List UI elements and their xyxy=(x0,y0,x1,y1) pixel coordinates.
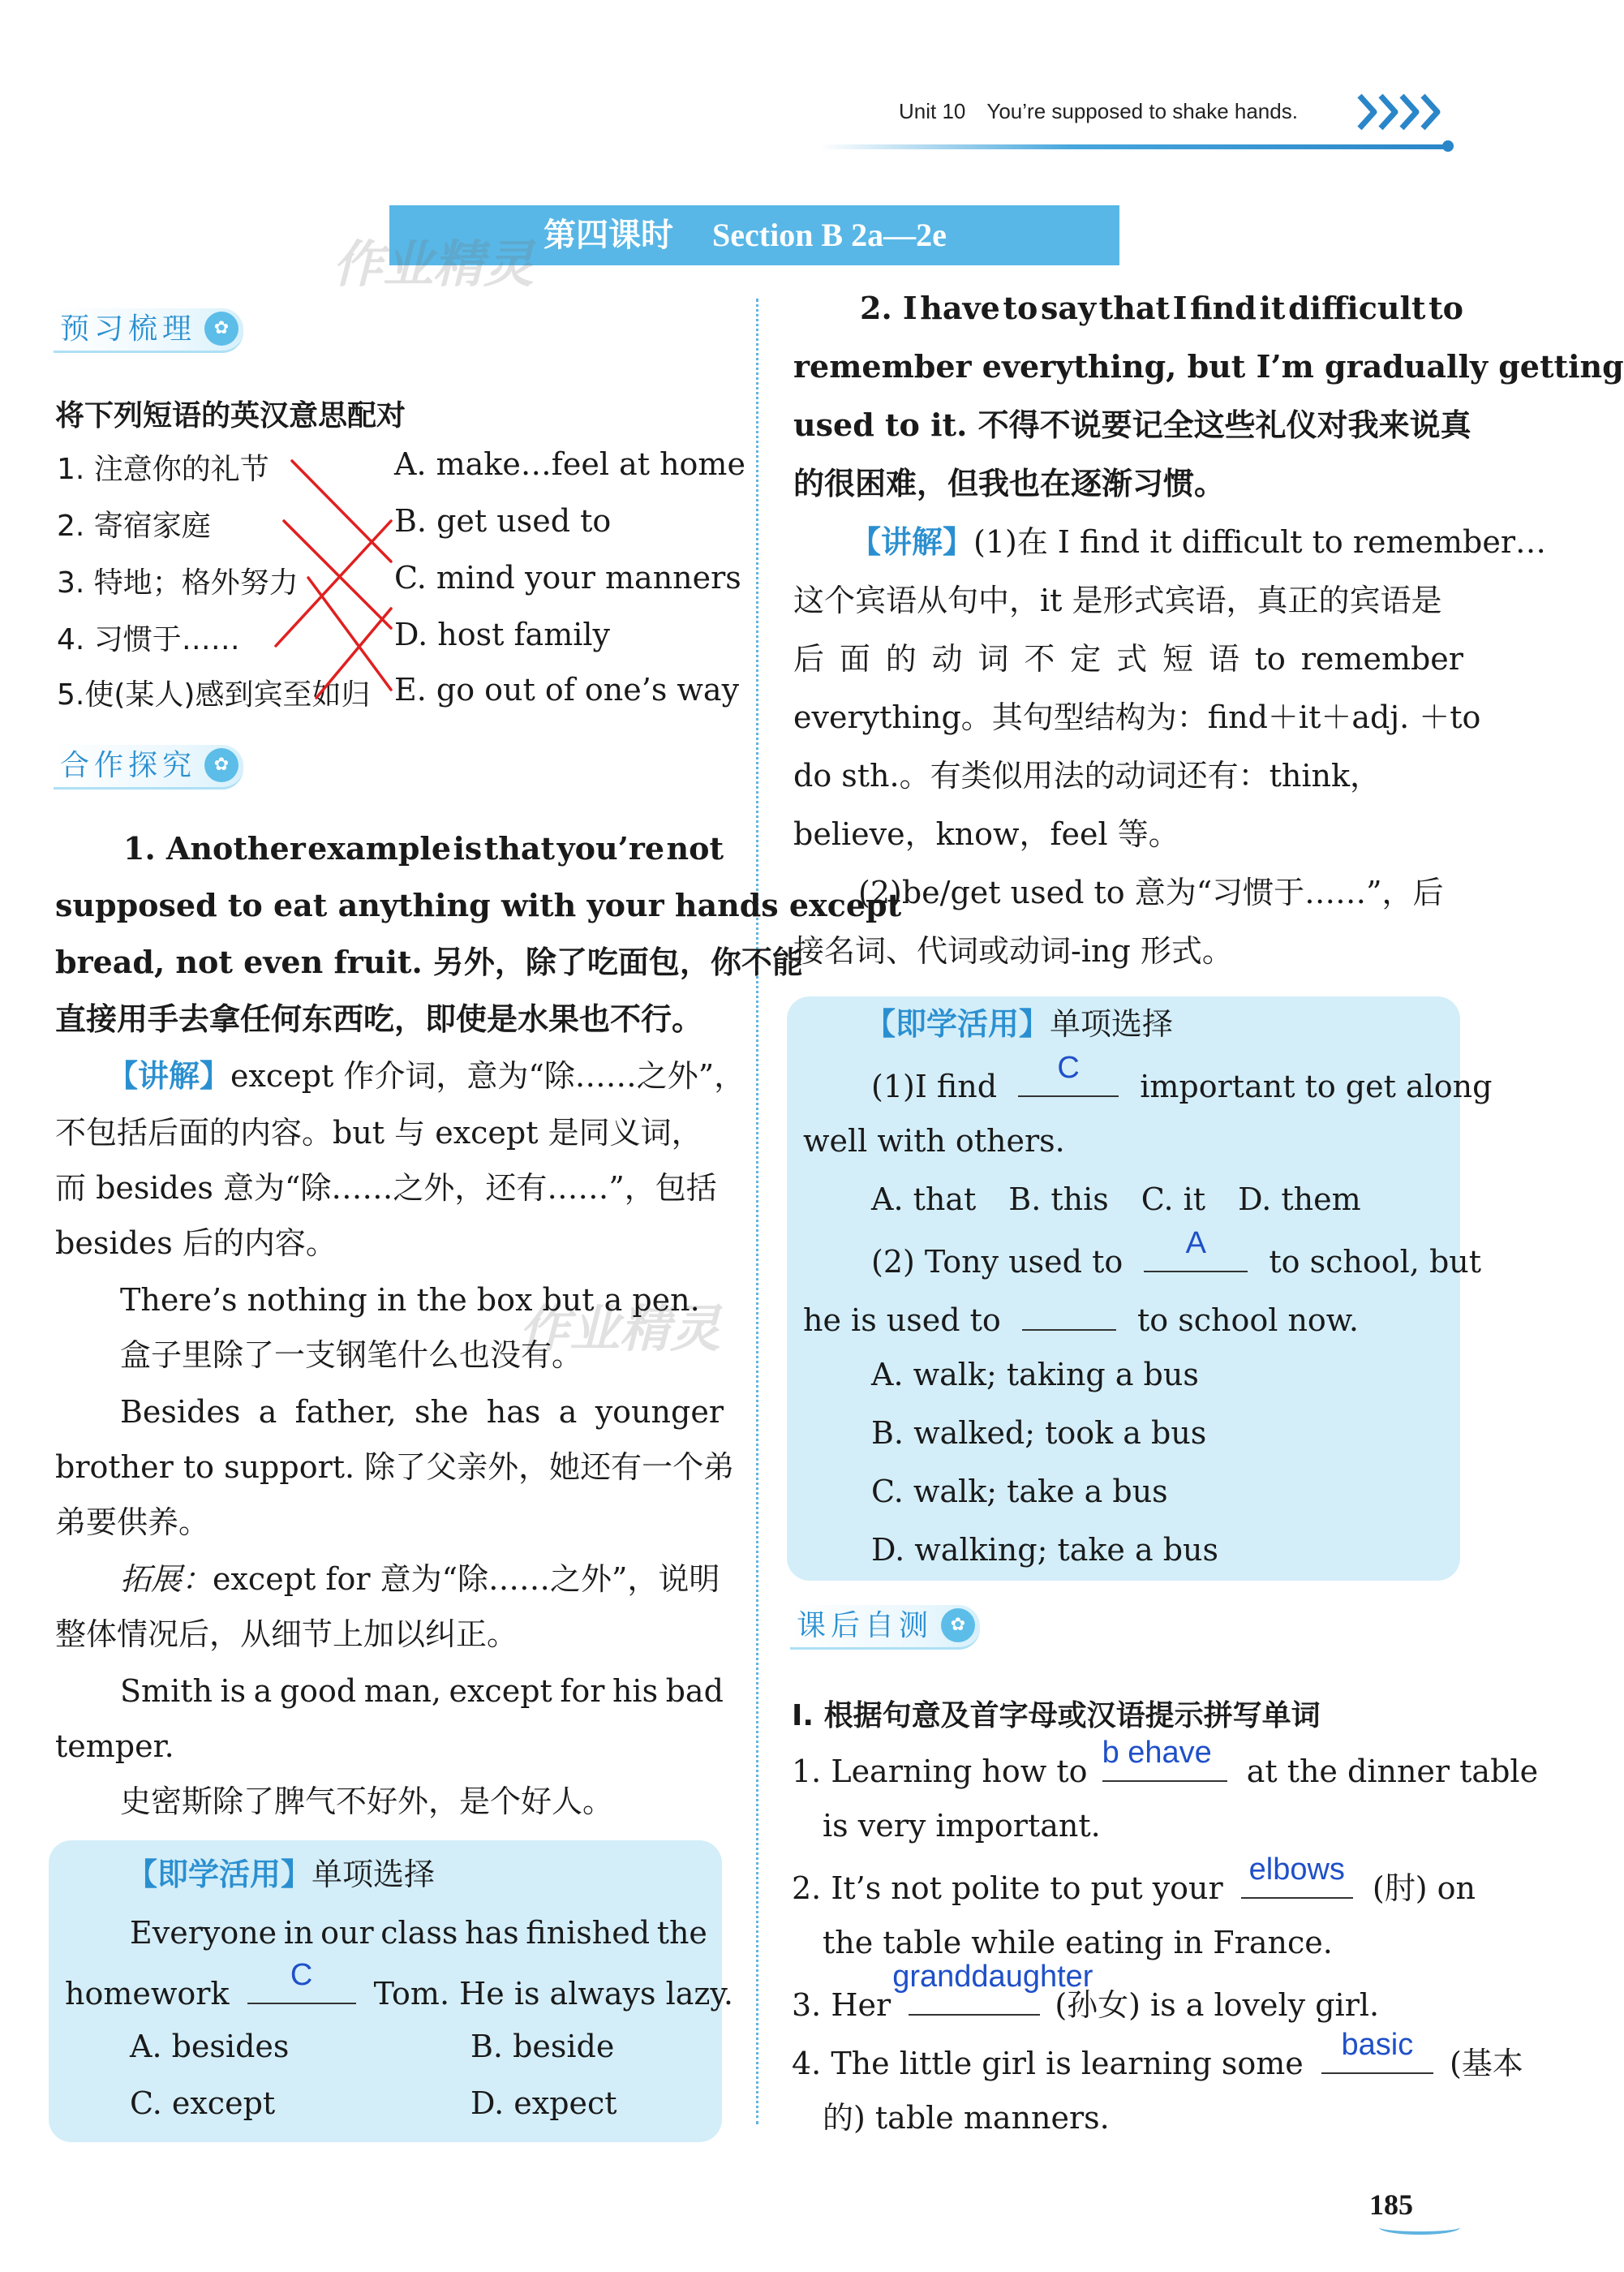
matching-instruction: 将下列短语的英汉意思配对 xyxy=(55,399,406,432)
option-a: A. walk; taking a bus xyxy=(871,1357,1199,1392)
example-1: There’s nothing in the box but a pen. xyxy=(120,1282,700,1318)
practice-2-question-1-line-1: (1)I find C important to get along xyxy=(871,1063,1492,1106)
explanation-1-line-3: 而 besides 意为“除……之外，还有……”，包括 xyxy=(55,1170,717,1206)
section-tag-preview xyxy=(54,308,243,353)
practice-box-2-heading: 【即学活用】单项选择 xyxy=(865,1006,1174,1042)
unit-label: Unit 10 xyxy=(899,99,966,123)
explanation-2-line-7: (2)be/get used to 意为“习惯于……”，后 xyxy=(858,875,1444,910)
lesson-number: 第四课时 xyxy=(543,217,673,254)
practice-2-question-1-line-2: well with others. xyxy=(803,1123,1065,1159)
explanation-2-line-1: 【讲解】(1)在 I find it difficult to remember… xyxy=(850,524,1547,560)
match-left-1: 1. 注意你的礼节 xyxy=(57,453,269,486)
match-right-e: E. go out of one’s way xyxy=(394,672,740,708)
handwritten-answer: C xyxy=(290,1958,313,1992)
example-2-line-1: Besides a father, she has a younger xyxy=(120,1394,724,1430)
header-rule xyxy=(819,144,1452,149)
explanation-1-line-2: 不包括后面的内容。but 与 except 是同义词， xyxy=(55,1115,702,1151)
handwritten-answer: A xyxy=(1185,1226,1206,1260)
running-head xyxy=(899,99,1298,124)
answer-blank[interactable] xyxy=(1018,1051,1119,1097)
answer-blank[interactable] xyxy=(1321,2028,1433,2074)
practice-box-2 xyxy=(787,996,1493,1581)
page-flourish xyxy=(1379,2220,1460,2235)
answer-blank[interactable] xyxy=(1102,1736,1227,1782)
option-b: B. beside xyxy=(470,2029,615,2064)
explanation-2-line-3: 后 面 的 动 词 不 定 式 短 语 to remember xyxy=(793,641,1463,677)
explanation-2-line-2: 这个宾语从句中，it 是形式宾语，真正的宾语是 xyxy=(793,583,1442,618)
selftest-q2-line-1: 2. It’s not polite to put your elbows (肘) on xyxy=(792,1865,1476,1908)
option-c: C. it xyxy=(1141,1181,1206,1217)
practice-box-1-heading: 【即学活用】单项选择 xyxy=(127,1857,436,1892)
selftest-q1-line-1: 1. Learning how to b ehave at the dinner table xyxy=(792,1748,1538,1791)
answer-blank[interactable] xyxy=(1022,1297,1116,1331)
answer-blank[interactable] xyxy=(247,1958,356,2004)
option-d: D. expect xyxy=(470,2085,617,2121)
practice-1-question-line-2: homework C Tom. He is always lazy. xyxy=(65,1970,733,2013)
handwritten-answer: C xyxy=(1057,1051,1080,1085)
sentence-1-line-4: 直接用手去拿任何东西吃，即使是水果也不行。 xyxy=(55,1000,703,1037)
bird-icon: ✿ xyxy=(941,1608,975,1642)
selftest-q2-line-2: the table while eating in France. xyxy=(823,1925,1333,1960)
selftest-q3: 3. Her granddaughter (孙女) is a lovely girl. xyxy=(792,1982,1379,2025)
example-3-line-2: temper. xyxy=(55,1728,174,1764)
example-3-line-1: Smith is a good man, except for his bad xyxy=(120,1673,724,1709)
sentence-2-line-3: used to it. 不得不说要记全这些礼仪对我来说真 xyxy=(793,407,1471,443)
selftest-heading: Ⅰ. 根据句意及首字母或汉语提示拼写单词 xyxy=(792,1699,1321,1732)
watermark: 作业精灵 xyxy=(519,1299,721,1358)
match-right-c: C. mind your manners xyxy=(394,560,741,596)
section-tag-label: 预习梳理 xyxy=(60,312,197,346)
explanation-2-line-8: 接名词、代词或动词-ing 形式。 xyxy=(793,933,1233,969)
answer-blank[interactable] xyxy=(1144,1226,1248,1272)
practice-1-question-line-1: Everyone in our class has finished the xyxy=(130,1915,707,1951)
option-c: C. except xyxy=(130,2085,276,2121)
match-right-a: A. make…feel at home xyxy=(394,446,745,482)
example-3-translation: 史密斯除了脾气不好外，是个好人。 xyxy=(120,1784,614,1819)
practice-2-question-2-line-1: (2) Tony used to A to school, but xyxy=(871,1238,1481,1281)
match-left-4: 4. 习惯于…… xyxy=(57,623,240,656)
explanation-2-line-4: everything。其句型结构为：find＋it＋adj. ＋to xyxy=(793,699,1481,735)
handwritten-answer: basic xyxy=(1341,2028,1414,2062)
matching-lines xyxy=(268,446,406,714)
example-1-translation: 盒子里除了一支钢笔什么也没有。 xyxy=(120,1337,583,1373)
match-right-b: B. get used to xyxy=(394,503,612,539)
unit-title: You’re supposed to shake hands. xyxy=(986,99,1298,123)
handwritten-answer: elbows xyxy=(1248,1852,1345,1887)
chevron-arrows-icon xyxy=(1355,89,1460,135)
option-b: B. walked; took a bus xyxy=(871,1415,1207,1451)
answer-blank[interactable] xyxy=(1241,1852,1353,1899)
bird-icon: ✿ xyxy=(204,748,238,782)
section-title: Section B 2a—2e xyxy=(712,217,947,253)
section-tag-selftest xyxy=(790,1605,980,1650)
sentence-2-line-1: 2. I have to say that I find it difficult to xyxy=(860,290,1463,326)
option-d: D. them xyxy=(1238,1181,1361,1217)
practice-2-question-1-options xyxy=(871,1180,1439,1219)
bird-icon: ✿ xyxy=(204,312,238,346)
option-b: B. this xyxy=(1008,1181,1109,1217)
header-dot xyxy=(1442,140,1454,152)
section-tag-label: 合作探究 xyxy=(60,749,197,782)
section-tag-label: 课后自测 xyxy=(797,1609,934,1642)
answer-blank[interactable] xyxy=(892,1960,1093,2016)
selftest-q1-line-2: is very important. xyxy=(823,1808,1101,1844)
sentence-2-line-4: 的很困难，但我也在逐渐习惯。 xyxy=(793,465,1226,501)
page-number: 185 xyxy=(1369,2188,1413,2221)
match-left-3: 3. 特地；格外努力 xyxy=(57,566,299,600)
extension-line-2: 整体情况后，从细节上加以纠正。 xyxy=(55,1616,518,1652)
explanation-1-line-1: 【讲解】except 作介词，意为“除……之外”， xyxy=(107,1058,745,1094)
practice-box-1 xyxy=(49,1840,733,2142)
explanation-1-line-4: besides 后的内容。 xyxy=(55,1225,337,1261)
handwritten-answer: b ehave xyxy=(1102,1736,1212,1770)
selftest-q4-line-1: 4. The little girl is learning some basic (基本 xyxy=(792,2040,1523,2083)
option-a: A. that xyxy=(871,1181,977,1217)
example-2-line-3: 弟要供养。 xyxy=(55,1504,210,1540)
match-left-5: 5.使(某人)感到宾至如归 xyxy=(57,678,371,712)
practice-2-question-2-line-2: he is used to to school now. xyxy=(803,1297,1359,1340)
explanation-2-line-5: do sth.。有类似用法的动词还有：think， xyxy=(793,758,1381,794)
option-a: A. besides xyxy=(130,2029,290,2064)
option-c: C. walk; take a bus xyxy=(871,1474,1168,1509)
section-tag-explore xyxy=(54,745,243,790)
example-2-line-2: brother to support. 除了父亲外，她还有一个弟 xyxy=(55,1449,735,1485)
extension-line-1: 拓展：except for 意为“除……之外”，说明 xyxy=(120,1561,720,1597)
handwritten-answer: granddaughter xyxy=(892,1960,1093,1994)
selftest-q4-line-2: 的) table manners. xyxy=(823,2100,1110,2136)
explanation-2-line-6: believe，know，feel 等。 xyxy=(793,816,1179,852)
sentence-1-line-2: supposed to eat anything with your hands except xyxy=(55,887,902,923)
match-left-2: 2. 寄宿家庭 xyxy=(57,510,211,543)
column-divider xyxy=(756,299,758,2124)
option-d: D. walking; take a bus xyxy=(871,1532,1219,1568)
sentence-1-line-1: 1. Another example is that you’re not xyxy=(123,830,724,867)
sentence-1-line-3: bread, not even fruit. 另外，除了吃面包，你不能 xyxy=(55,944,803,980)
watermark: 作业精灵 xyxy=(333,235,535,294)
match-right-d: D. host family xyxy=(394,617,610,652)
sentence-2-line-2: remember everything, but I’m gradually getting xyxy=(793,348,1624,385)
